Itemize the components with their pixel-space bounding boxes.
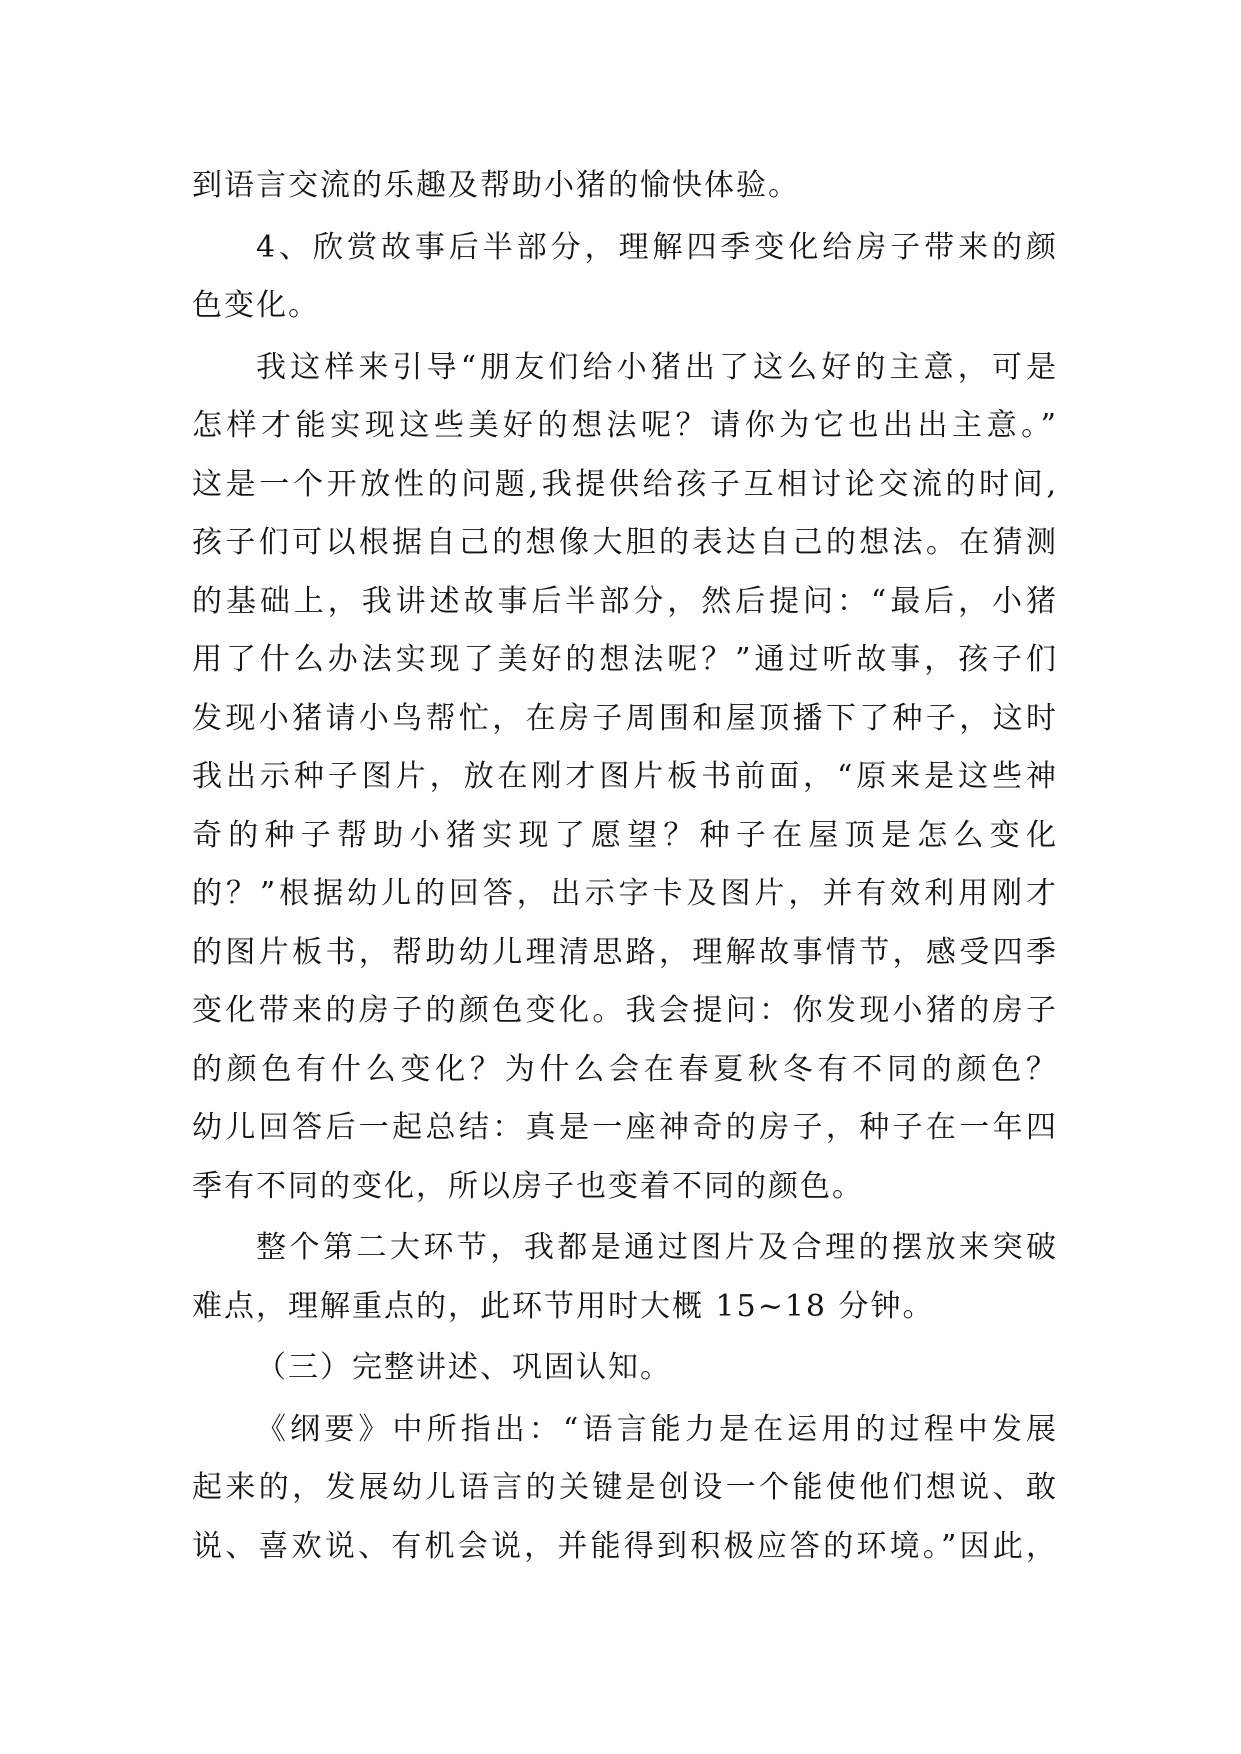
text-line: 用了什么办法实现了美好的想法呢？”通过听故事，孩子们	[192, 642, 1058, 677]
section-heading	[192, 1339, 1058, 1398]
text-line: 到语言交流的乐趣及帮助小猪的愉快体验。	[192, 168, 800, 203]
text-line: 发现小猪请小鸟帮忙，在房子周围和屋顶播下了种子，这时	[192, 700, 1058, 736]
text-line: 色变化。	[192, 288, 320, 323]
text-line: 说、喜欢说、有机会说，并能得到积极应答的环境。”因此，	[192, 1528, 1058, 1564]
paragraph	[192, 1219, 1058, 1336]
text-line: 4、欣赏故事后半部分，理解四季变化给房子带来的颜	[256, 229, 1058, 265]
text-line: 整个第二大环节，我都是通过图片及合理的摆放来突破	[256, 1230, 1058, 1265]
text-line: 我出示种子图片，放在刚才图片板书前面，“原来是这些神	[192, 759, 1058, 794]
paragraph	[192, 1401, 1058, 1577]
document-body	[192, 157, 1058, 1576]
text-line: 幼儿回答后一起总结：真是一座神奇的房子，种子在一年四	[192, 1110, 1058, 1145]
text-line: 孩子们可以根据自己的想像大胆的表达自己的想法。在猜测	[192, 525, 1058, 560]
text-line: （三）完整讲述、巩固认知。	[256, 1350, 672, 1385]
text-line: 这是一个开放性的问题,我提供给孩子互相讨论交流的时间,	[192, 466, 1058, 502]
text-line: 的基础上，我讲述故事后半部分，然后提问：“最后，小猪	[192, 583, 1058, 619]
text-line: 《纲要》中所指出：“语言能力是在运用的过程中发展	[256, 1411, 1058, 1447]
text-line: 怎样才能实现这些美好的想法呢？请你为它也出出主意。”	[192, 408, 1058, 443]
text-line: 奇的种子帮助小猪实现了愿望？种子在屋顶是怎么变化	[192, 817, 1058, 853]
paragraph	[192, 219, 1058, 336]
text-line: 难点，理解重点的，此环节用时大概 15~18 分钟。	[192, 1288, 935, 1324]
text-line: 我这样来引导“朋友们给小猪出了这么好的主意，可是	[256, 349, 1058, 385]
text-line: 起来的，发展幼儿语言的关键是创设一个能使他们想说、敢	[192, 1470, 1058, 1505]
paragraph	[192, 157, 1058, 216]
text-line: 的颜色有什么变化？为什么会在春夏秋冬有不同的颜色？	[192, 1051, 1058, 1087]
text-line: 的？”根据幼儿的回答，出示字卡及图片，并有效利用刚才	[192, 876, 1058, 911]
text-line: 变化带来的房子的颜色变化。我会提问：你发现小猪的房子	[192, 993, 1058, 1028]
text-line: 的图片板书，帮助幼儿理清思路，理解故事情节，感受四季	[192, 934, 1058, 970]
text-line: 季有不同的变化，所以房子也变着不同的颜色。	[192, 1168, 864, 1204]
paragraph	[192, 339, 1058, 1217]
